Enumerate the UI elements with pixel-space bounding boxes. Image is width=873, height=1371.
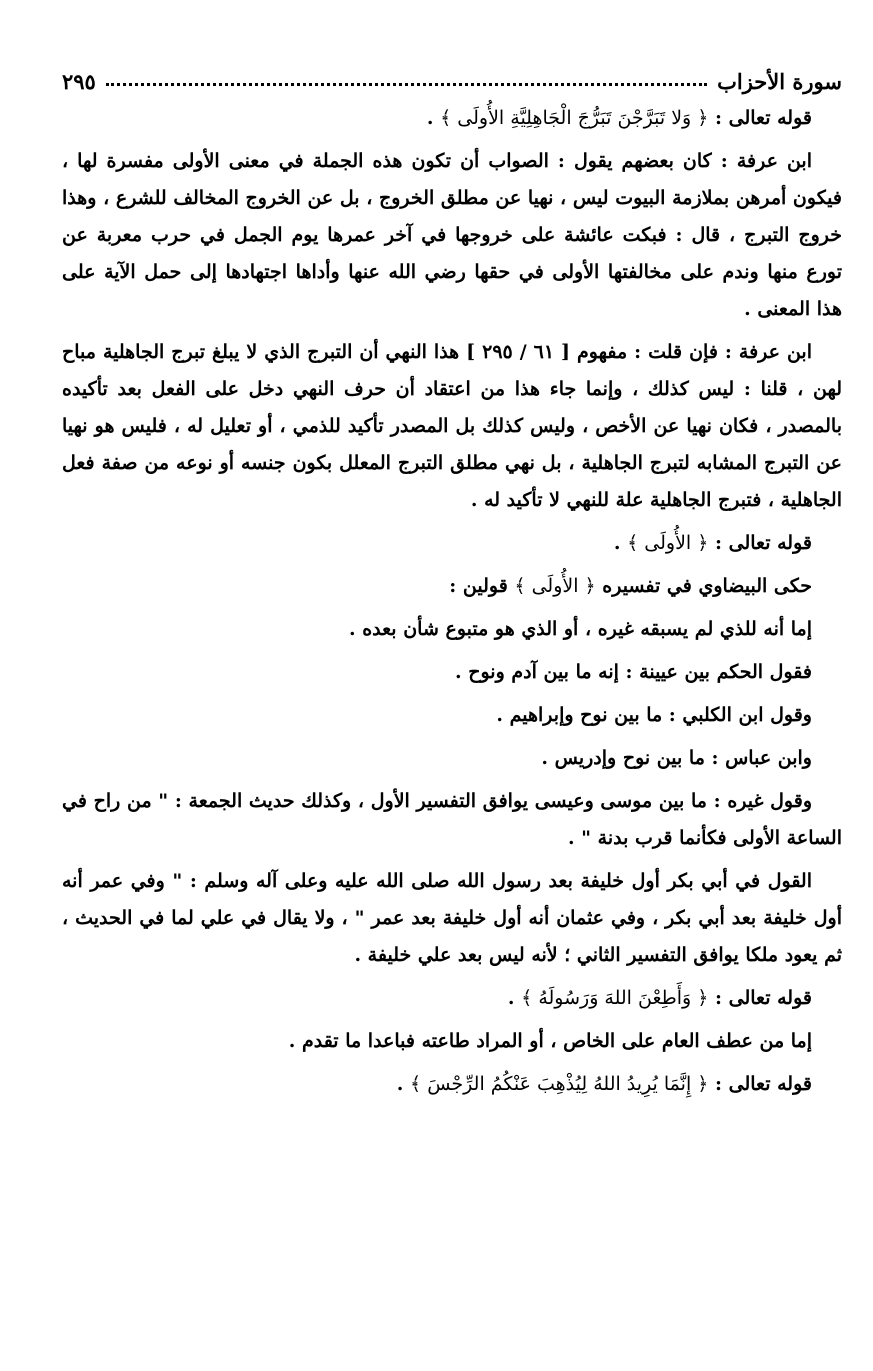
text-run: قولين : [449, 575, 515, 597]
commentary-paragraph-9: القول في أبي بكر أول خليفة بعد رسول الله صلى الله عليه وعلى آله وسلم : " وفي عمر أنه أول خليفة بعد أبي بكر ، وفي عثمان أنه أول خليفة بعد عمر " ، ولا يقال في علي لما في الحديث ، ثم يعود ملكا يوافق التفسير الثاني ؛ لأنه ليس بعد علي خليفة . [62, 870, 842, 966]
surah-title: سورة الأحزاب [717, 69, 842, 94]
quran-verse: ﴿ الأُولَى ﴾ [514, 575, 596, 597]
verse-intro: قوله تعالى : [708, 532, 812, 554]
commentary-paragraph-8: وقول غيره : ما بين موسى وعيسى يوافق التفسير الأول ، وكذلك حديث الجمعة : " من راح في الساعة الأولى فكأنما قرب بدنة " . [62, 790, 842, 849]
commentary-paragraph-1: ابن عرفة : كان بعضهم يقول : الصواب أن تكون هذه الجملة في معنى الأولى مفسرة لها ، فيكون أمرهن بملازمة البيوت ليس ، نهيا عن مطلق الخروج ، بل عن الخروج المخالف للشرع ، وهذا خروج التبرج ، قال : فبكت عائشة على خروجها في آخر عمرها يوم الجمل في حرب معربة عن تورع منها وندم على مخالفتها الأولى في حقها رضي الله عنها وأداها اجتهادها إلى حمل الآية على هذا المعنى . [62, 150, 843, 320]
verse-heading-3 [62, 980, 842, 1017]
verse-heading-4 [62, 1066, 842, 1103]
commentary-paragraph-3 [62, 568, 842, 605]
commentary-paragraph-2: ابن عرفة : فإن قلت : مفهوم [ ٦١ / ٢٩٥ ] هذا النهي أن التبرج الذي لا يبلغ تبرج الجاهلية مباح لهن ، قلنا : ليس كذلك ، وإنما جاء هذا من اعتقاد أن حرف النهي دخل على الفعل بعد تأكيده بالمصدر ، فكان نهيا عن الأخص ، وليس كذلك بل المصدر تأكيد للذمي ، أو تعليل له ، فليس هو نهيا عن التبرج المشابه لتبرج الجاهلية ، بل نهي مطلق التبرج المعلل بكون جنسه أو نوعه من صفة فعل الجاهلية ، فتبرج الجاهلية علة للنهي لا تأكيد له . [62, 341, 842, 511]
commentary-paragraph-5: فقول الحكم بين عيينة : إنه ما بين آدم ونوح . [454, 661, 812, 683]
verse-end: . [396, 1073, 411, 1095]
quran-verse: ﴿ وَأَطِعْنَ اللهَ وَرَسُولَهُ ﴾ [521, 987, 709, 1009]
verse-intro: قوله تعالى : [708, 987, 812, 1009]
verse-heading-1 [62, 100, 842, 137]
commentary-paragraph-6: وقول ابن الكلبي : ما بين نوح وإبراهيم . [496, 704, 812, 726]
quran-verse: ﴿ الأُولَى ﴾ [627, 532, 709, 554]
verse-intro: قوله تعالى : [708, 107, 812, 129]
verse-heading-2 [62, 525, 842, 562]
quran-verse: ﴿ إِنَّمَا يُرِيدُ اللهُ لِيُذْهِبَ عَنْكُمُ الرِّجْسَ ﴾ [410, 1073, 709, 1095]
quran-verse: ﴿ وَلا تَبَرَّجْنَ تَبَرُّجَ الْجَاهِلِيَّةِ الأُولَى ﴾ [440, 107, 709, 129]
page-number: ٢٩٥ [62, 69, 96, 94]
verse-end: . [613, 532, 628, 554]
running-header [62, 62, 842, 94]
commentary-paragraph-4: إما أنه للذي لم يسبقه غيره ، أو الذي هو متبوع شأن بعده . [348, 618, 812, 640]
verse-end: . [507, 987, 522, 1009]
commentary-paragraph-10: إما من عطف العام على الخاص ، أو المراد طاعته فباعدا ما تقدم . [288, 1030, 812, 1052]
text-run: حكى البيضاوي في تفسيره [595, 575, 812, 597]
verse-end: . [426, 107, 441, 129]
verse-intro: قوله تعالى : [708, 1073, 812, 1095]
commentary-paragraph-7: وابن عباس : ما بين نوح وإدريس . [541, 747, 812, 769]
book-page [62, 62, 842, 1109]
header-dotted-leader [106, 83, 707, 86]
